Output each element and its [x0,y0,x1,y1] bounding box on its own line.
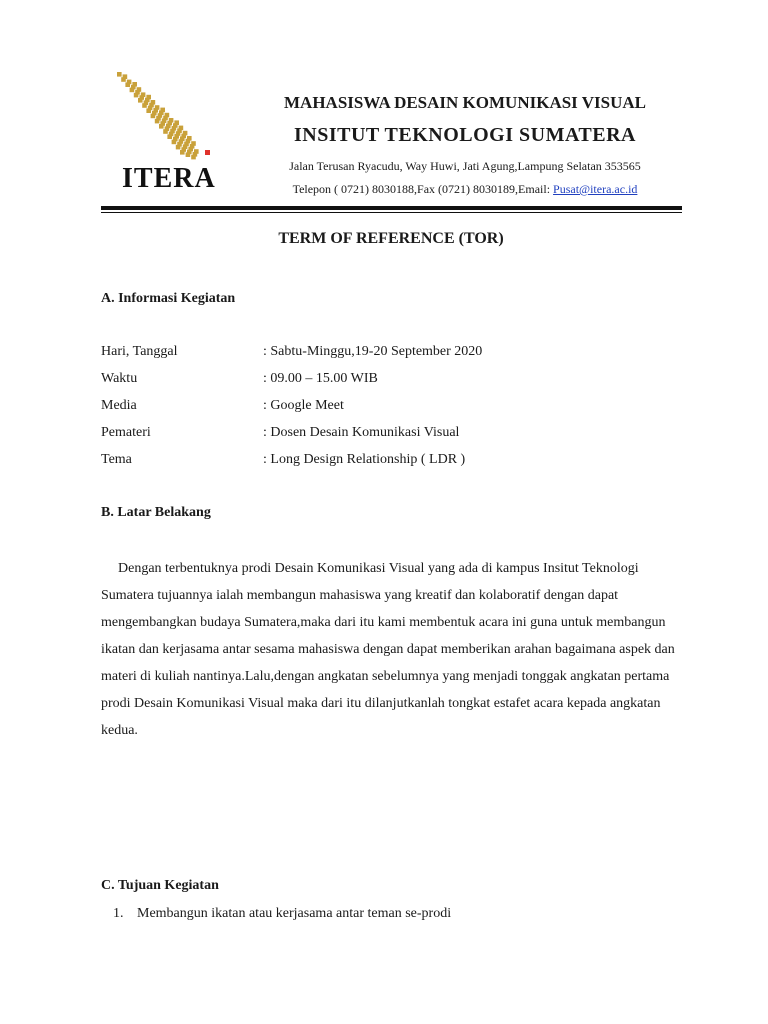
goal-number: 1. [113,906,124,921]
info-label-speaker: Pemateri [101,425,151,440]
email-link[interactable]: Pusat@itera.ac.id [553,182,638,196]
section-a-heading: A. Informasi Kegiatan [101,291,236,306]
info-label-media: Media [101,398,137,413]
goal-text: Membangun ikatan atau kerjasama antar teman se-prodi [137,906,452,921]
address: Jalan Terusan Ryacudu, Way Huwi, Jati Agung,Lampung Selatan 353565 [289,159,641,173]
org-name-line2: INSITUT TEKNOLOGI SUMATERA [294,124,636,146]
info-label-time: Waktu [101,371,138,386]
header-divider-thick [101,206,682,210]
section-c-heading: C. Tujuan Kegiatan [101,878,219,893]
section-b-heading: B. Latar Belakang [101,505,211,520]
info-value-media: : Google Meet [263,398,344,413]
document-title: TERM OF REFERENCE (TOR) [278,230,504,247]
background-paragraph [101,555,681,744]
info-label-date: Hari, Tanggal [101,344,178,359]
info-value-theme: : Long Design Relationship ( LDR ) [263,452,466,467]
org-name-line1: MAHASISWA DESAIN KOMUNIKASI VISUAL [284,93,646,112]
goal-list-item [113,906,451,922]
info-value-date: : Sabtu-Minggu,19-20 September 2020 [263,344,483,359]
contact-prefix: Telepon ( 0721) 8030188,Fax (0721) 8030189,Email: [292,182,554,196]
info-label-theme: Tema [101,452,132,467]
contact-line [255,182,675,197]
logo-text: ITERA [122,163,216,194]
info-value-time: : 09.00 – 15.00 WIB [263,371,378,386]
info-value-speaker: : Dosen Desain Komunikasi Visual [263,425,460,440]
header-divider-thin [101,212,682,213]
background-paragraph-text: Dengan terbentuknya prodi Desain Komunikasi Visual yang ada di kampus Insitut Teknologi Sumatera tujuannya ialah membangun mahasiswa yang kreatif dan kolaboratif dengan dapat mengembangkan budaya Sumatera,maka dari itu kami membentuk acara ini guna untuk membangun ikatan dan kerjasama antar sesama mahasiswa dengan dapat memberikan arahan bagaimana aspek dan materi di kuliah nantinya.Lalu,dengan angkatan sebelumnya yang menjadi tonggak angkatan pertama prodi Desain Komunikasi Visual maka dari itu dilanjutkanlah tongkat estafet acara kepada angkatan kedua. [101,561,675,738]
